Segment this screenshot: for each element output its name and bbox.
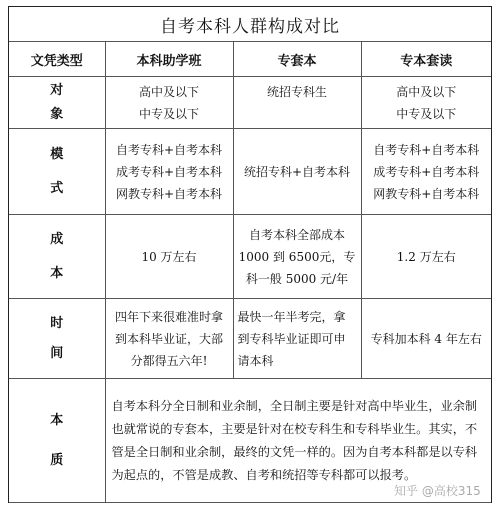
row-label-mode: 模 式 xyxy=(9,129,105,215)
row-cost xyxy=(9,215,491,299)
cell-mode-c2: 统招专科+自考本科 xyxy=(233,129,361,215)
header-doc-type: 文凭类型 xyxy=(9,42,105,77)
table-title: 自考本科人群构成对比 xyxy=(9,7,491,42)
row-label-time: 时 间 xyxy=(9,299,105,379)
cell-cost-c1: 10 万左右 xyxy=(105,215,233,299)
comparison-table xyxy=(9,41,491,503)
cell-time-c1: 四年下来很难准时拿 到本科毕业证，大部 分都得五六年! xyxy=(105,299,233,379)
header-row xyxy=(9,42,491,77)
cell-essence-text: 自考本科分全日制和业余制，全日制主要是针对高中毕业生，业余制也就常说的专套本，主要是针对在校专科生和专科毕业生。其实，不管是全日制和业余制，最终的文凭一样的。因为自考本科都是以专科为起点的，不管是成教、自考和统招等专科都可以报考。 xyxy=(105,379,491,503)
header-zhuanben-taodu: 专本套读 xyxy=(361,42,491,77)
cell-object-c1: 高中及以下 中专及以下 xyxy=(105,77,233,129)
header-tutoring-class: 本科助学班 xyxy=(105,42,233,77)
comparison-sheet xyxy=(8,6,492,503)
cell-mode-c1: 自考专科+自考本科 成考专科+自考本科 网教专科+自考本科 xyxy=(105,129,233,215)
cell-time-c2: 最快一年半考完，拿 到专科毕业证即可申 请本科 xyxy=(233,299,361,379)
cell-mode-c3: 自考专科+自考本科 成考专科+自考本科 网教专科+自考本科 xyxy=(361,129,491,215)
row-label-cost: 成 本 xyxy=(9,215,105,299)
row-label-essence: 本 质 xyxy=(9,379,105,503)
row-time xyxy=(9,299,491,379)
cell-object-c2: 统招专科生 xyxy=(233,77,361,129)
header-zhuantaoben: 专套本 xyxy=(233,42,361,77)
cell-object-c3: 高中及以下 中专及以下 xyxy=(361,77,491,129)
cell-cost-c3: 1.2 万左右 xyxy=(361,215,491,299)
row-label-object: 对 象 xyxy=(9,77,105,129)
row-object xyxy=(9,77,491,129)
cell-time-c3: 专科加本科 4 年左右 xyxy=(361,299,491,379)
row-mode xyxy=(9,129,491,215)
cell-cost-c2: 自考本科全部成本 1000 到 6500元，专 科一般 5000 元/年 xyxy=(233,215,361,299)
watermark: 知乎 @高校315 xyxy=(394,484,481,498)
